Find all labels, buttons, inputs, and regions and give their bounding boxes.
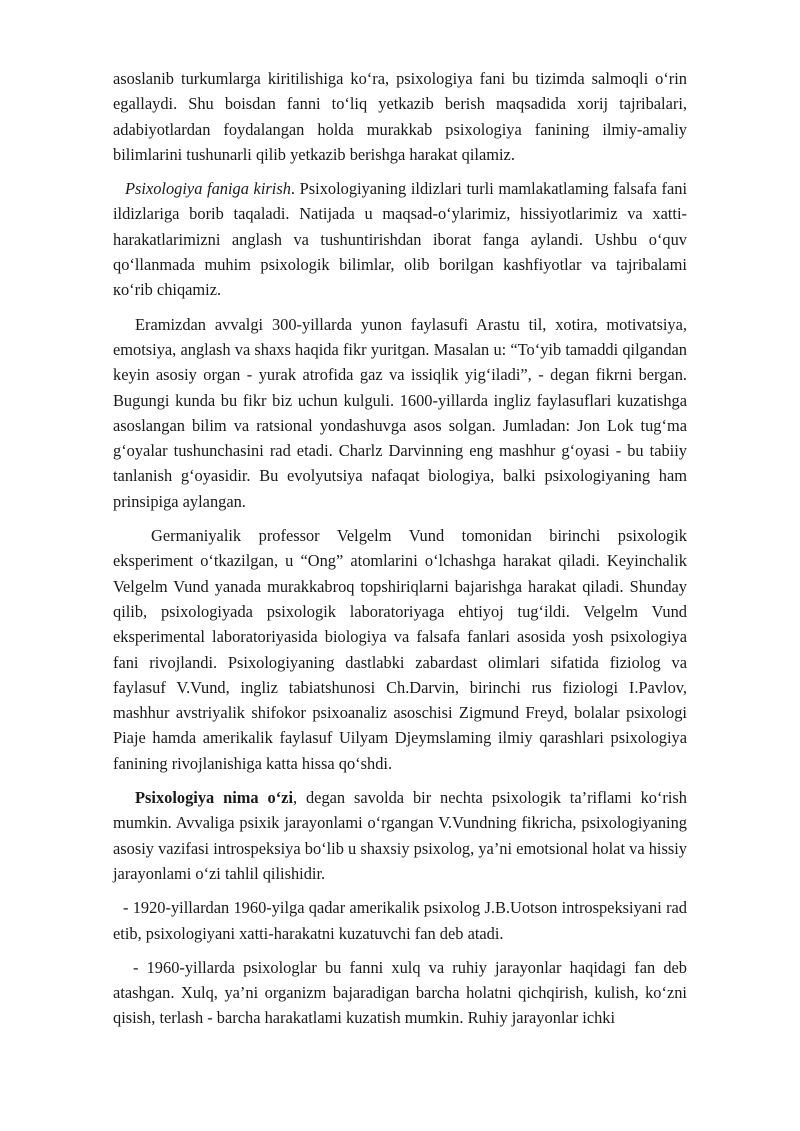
- list-item-1960: - 1960-yillarda psixologlar bu fanni xulq va ruhiy jarayonlar haqidagi fan deb atashgan. Xulq, ya’ni organizm bajaradigan barcha holatni qichqirish, kulish, ko‘zni qisish, terlash - barcha harakatlami kuzatish mumkin. Ruhiy jarayonlar ichki: [113, 957, 687, 1028]
- document-page: [113, 66, 687, 1031]
- section-heading-introduction: Psixologiya faniga kirish: [125, 179, 291, 199]
- paragraph-vund: Germaniyalik professor Velgelm Vund tomonidan birinchi psixologik eksperiment o‘tkazilgan, u “Ong” atomlarini o‘lchashga harakat qiladi. Keyinchalik Velgelm Vund yanada murakkabroq topshiriqlarni bajarishga harakat qiladi. Shunday qilib, psixologiyada psixologik laboratoriyaga ehtiyoj tug‘ildi. Velgelm Vund eksperimental laboratoriyasida biologiya va falsafa fanlari asosida yosh psixologiya fani rivojlandi. Psixologiyaning dastlabki zabardast olimlari sifatida fiziolog va faylasuf V.Vund, ingliz tabiatshunosi Ch.Darvin, birinchi rus fiziologi I.Pavlov, mashhur avstriyalik shifokor psixoanaliz asoschisi Zigmund Freyd, bolalar psixologi Piaje hamda amerikalik faylasuf Uilyam Djeymslaming ilmiy qarashlari psixologiya fanining rivojlanishiga katta hissa qo‘shdi.: [113, 526, 687, 773]
- section-heading-what-is: Psixologiya nima o‘zi: [135, 788, 293, 808]
- paragraph-intro-continuation: asoslanib turkumlarga kiritilishiga ko‘ra, psixologiya fani bu tizimda salmoqli o‘rin egallaydi. Shu boisdan fanni to‘liq yetkazib berish maqsadida xorij tajribalari, adabiyotlardan foydalangan holda murakkab psixologiya fanining ilmiy-amaliy bilimlarini tushunarli qilib yetkazib berishga harakat qilamiz.: [113, 69, 687, 164]
- paragraph-text: . Psixologiyaning ildizlari turli mamlakatlaming falsafa fani ildizlariga borib taqaladi. Natijada u maqsad-o‘ylarimiz, hissiyotlarimiz va xatti-harakatlarimizni anglash va tushuntirishdan iborat fanga aylandi. Ushbu o‘quv qo‘llanmada muhim psixologik bilimlar, olib borilgan kashfiyotlar va tajribalami кo‘rib chiqamiz.: [113, 179, 687, 300]
- list-item-1920: - 1920-yillardan 1960-yilga qadar amerikalik psixolog J.B.Uotson introspeksiyani rad etib, psixologiyani xatti-harakatni kuzatuvchi fan deb atadi.: [113, 898, 687, 943]
- paragraph-text: , degan savolda bir nechta psixologik ta’riflami ko‘rish mumkin. Avvaliga psixik jarayonlami o‘rgangan V.Vundning fikricha, psixologiyaning asosiy vazifasi introspeksiya bo‘lib u shaxsiy psixolog, ya’ni emotsional holat va hissiy jarayonlami o‘zi tahlil qilishidir.: [113, 788, 688, 883]
- paragraph-introduction: [113, 176, 687, 302]
- paragraph-arastu: Eramizdan avvalgi 300-yillarda yunon faylasufi Arastu til, xotira, motivatsiya, emotsiya, anglash va shaxs haqida fikr yuritgan. Masalan u: “To‘yib tamaddi qilgandan keyin asosiy organ - yurak atrofida gaz va issiqlik yig‘iladi”, - degan fikrni bergan. Bugungi kunda bu fikr biz uchun kulguli. 1600-yillarda ingliz faylasuflari kuzatishga asoslangan bilim va ratsional yondashuvga asos solgan. Jumladan: Jon Lok tug‘ma g‘oyalar tushunchasini rad etadi. Charlz Darvinning eng mashhur g‘oyasi - bu tabiiy tanlanish g‘oyasidir. Bu evolyutsiya nafaqat biologiya, balki psixologiyaning ham prinsipiga aylangan.: [113, 314, 687, 511]
- paragraph-what-is-psychology: [113, 785, 687, 886]
